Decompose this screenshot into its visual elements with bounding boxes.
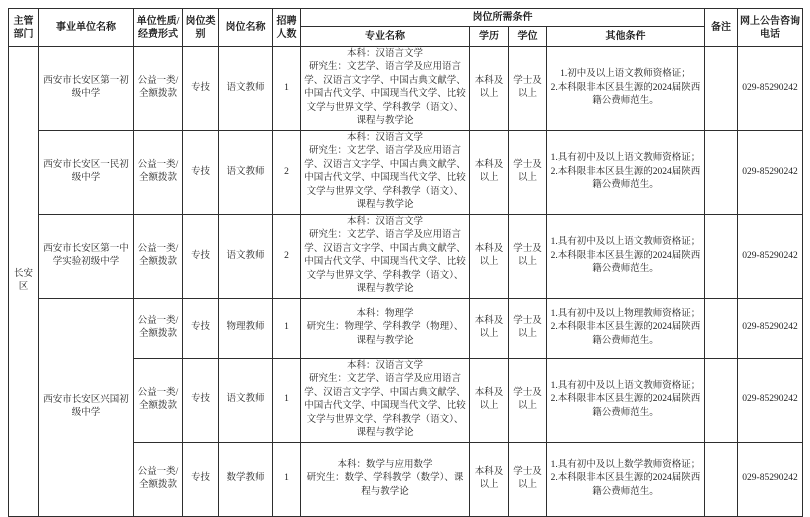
cell-nature: 公益一类/全额拨款 (134, 298, 183, 358)
col-header-org: 事业单位名称 (39, 9, 134, 47)
condition-1: 1.具有初中及以上语文教师资格证； (550, 237, 701, 248)
recruitment-table (8, 8, 803, 517)
col-header-requirements: 岗位所需条件 (301, 9, 705, 27)
major-undergrad: 本科：数学与应用数学 (337, 459, 433, 470)
cell-remark (705, 298, 738, 358)
cell-org: 西安市长安区兴国初级中学 (39, 298, 134, 516)
cell-degree: 学士及以上 (509, 298, 547, 358)
cell-other-conditions (547, 47, 705, 131)
major-postgrad: 研究生：文艺学、语言学及应用语言学、汉语言文字学、中国古典文献学、中国古代文学、中国现当代文学、比较文学与世界文学、学科教学（语文）、课程与教学论 (304, 146, 466, 211)
cell-count: 1 (273, 47, 301, 131)
major-postgrad: 研究生：文艺学、语言学及应用语言学、汉语言文字学、中国古典文献学、中国古代文学、中国现当代文学、比较文学与世界文学、学科教学（语文）、课程与教学论 (304, 374, 466, 439)
table-row (9, 298, 803, 358)
major-postgrad: 研究生：文艺学、语言学及应用语言学、汉语言文字学、中国古典文献学、中国古代文学、中国现当代文学、比较文学与世界文学、学科教学（语文）、课程与教学论 (304, 62, 466, 127)
cell-category: 专技 (183, 130, 219, 214)
col-header-remark: 备注 (705, 9, 738, 47)
condition-1: 1.初中及以上语文教师资格证； (560, 69, 691, 80)
cell-education: 本科及以上 (470, 442, 509, 516)
cell-category: 专技 (183, 47, 219, 131)
col-header-phone: 网上公告咨询电话 (738, 9, 803, 47)
cell-education: 本科及以上 (470, 358, 509, 442)
cell-remark (705, 130, 738, 214)
cell-count: 1 (273, 358, 301, 442)
cell-phone: 029-85290242 (738, 214, 803, 298)
cell-category: 专技 (183, 442, 219, 516)
cell-other-conditions (547, 130, 705, 214)
cell-major (301, 298, 470, 358)
table-row (9, 214, 803, 298)
cell-phone: 029-85290242 (738, 358, 803, 442)
cell-education: 本科及以上 (470, 298, 509, 358)
major-postgrad: 研究生：物理学、学科教学（物理）、课程与教学论 (306, 322, 464, 346)
condition-2: 2.本科限非本区县生源的2024届陕西籍公费师范生。 (550, 82, 701, 107)
cell-degree: 学士及以上 (509, 358, 547, 442)
cell-remark (705, 442, 738, 516)
major-undergrad: 本科：汉语言文学 (346, 132, 423, 143)
cell-count: 2 (273, 130, 301, 214)
cell-degree: 学士及以上 (509, 214, 547, 298)
cell-nature: 公益一类/全额拨款 (134, 47, 183, 131)
cell-supervisor: 长安区 (9, 47, 39, 517)
col-header-major: 专业名称 (301, 27, 470, 47)
cell-nature: 公益一类/全额拨款 (134, 442, 183, 516)
cell-org: 西安市长安区第一中学实验初级中学 (39, 214, 134, 298)
cell-nature: 公益一类/全额拨款 (134, 358, 183, 442)
cell-other-conditions (547, 358, 705, 442)
cell-post: 语文教师 (219, 358, 273, 442)
major-undergrad: 本科：物理学 (356, 308, 414, 319)
cell-phone: 029-85290242 (738, 130, 803, 214)
condition-2: 2.本科限非本区县生源的2024届陕西籍公费师范生。 (550, 473, 701, 497)
col-header-supervisor: 主管部门 (9, 9, 39, 47)
cell-post: 语文教师 (219, 214, 273, 298)
cell-degree: 学士及以上 (509, 442, 547, 516)
cell-education: 本科及以上 (470, 47, 509, 131)
cell-remark (705, 358, 738, 442)
col-header-other: 其他条件 (547, 27, 705, 47)
cell-org: 西安市长安区一民初级中学 (39, 130, 134, 214)
cell-major (301, 214, 470, 298)
cell-education: 本科及以上 (470, 214, 509, 298)
col-header-count: 招聘人数 (273, 9, 301, 47)
condition-1: 1.具有初中及以上语文教师资格证； (550, 153, 701, 164)
condition-1: 1.具有初中及以上数学教师资格证； (550, 459, 701, 470)
cell-count: 2 (273, 214, 301, 298)
cell-degree: 学士及以上 (509, 130, 547, 214)
condition-2: 2.本科限非本区县生源的2024届陕西籍公费师范生。 (550, 166, 701, 191)
condition-1: 1.具有初中及以上物理教师资格证； (550, 308, 701, 319)
cell-remark (705, 47, 738, 131)
major-postgrad: 研究生：数学、学科教学（数学）、课程与教学论 (306, 473, 464, 497)
cell-category: 专技 (183, 298, 219, 358)
cell-major (301, 47, 470, 131)
cell-degree: 学士及以上 (509, 47, 547, 131)
major-postgrad: 研究生：文艺学、语言学及应用语言学、汉语言文字学、中国古典文献学、中国古代文学、中国现当代文学、比较文学与世界文学、学科教学（语文）、课程与教学论 (304, 230, 466, 295)
cell-major (301, 358, 470, 442)
cell-education: 本科及以上 (470, 130, 509, 214)
condition-1: 1.具有初中及以上语文教师资格证； (550, 380, 701, 391)
cell-count: 1 (273, 442, 301, 516)
cell-major (301, 130, 470, 214)
header-row-top (9, 9, 803, 27)
major-undergrad: 本科：汉语言文学 (346, 216, 423, 227)
cell-category: 专技 (183, 358, 219, 442)
cell-post: 语文教师 (219, 47, 273, 131)
major-undergrad: 本科：汉语言文学 (346, 360, 423, 371)
col-header-education: 学历 (470, 27, 509, 47)
condition-2: 2.本科限非本区县生源的2024届陕西籍公费师范生。 (550, 250, 701, 274)
cell-count: 1 (273, 298, 301, 358)
cell-nature: 公益一类/全额拨款 (134, 214, 183, 298)
table-row (9, 130, 803, 214)
cell-category: 专技 (183, 214, 219, 298)
major-undergrad: 本科：汉语言文学 (346, 49, 423, 59)
cell-phone: 029-85290242 (738, 47, 803, 131)
cell-remark (705, 214, 738, 298)
cell-post: 数学教师 (219, 442, 273, 516)
cell-post: 物理教师 (219, 298, 273, 358)
cell-major (301, 442, 470, 516)
col-header-post: 岗位名称 (219, 9, 273, 47)
cell-org: 西安市长安区第一初级中学 (39, 47, 134, 131)
cell-other-conditions (547, 298, 705, 358)
condition-2: 2.本科限非本区县生源的2024届陕西籍公费师范生。 (550, 322, 701, 346)
cell-nature: 公益一类/全额拨款 (134, 130, 183, 214)
cell-phone: 029-85290242 (738, 442, 803, 516)
col-header-degree: 学位 (509, 27, 547, 47)
cell-post: 语文教师 (219, 130, 273, 214)
cell-other-conditions (547, 214, 705, 298)
col-header-category: 岗位类别 (183, 9, 219, 47)
condition-2: 2.本科限非本区县生源的2024届陕西籍公费师范生。 (550, 394, 701, 418)
col-header-nature: 单位性质/经费形式 (134, 9, 183, 47)
table-row (9, 47, 803, 131)
cell-other-conditions (547, 442, 705, 516)
cell-phone: 029-85290242 (738, 298, 803, 358)
